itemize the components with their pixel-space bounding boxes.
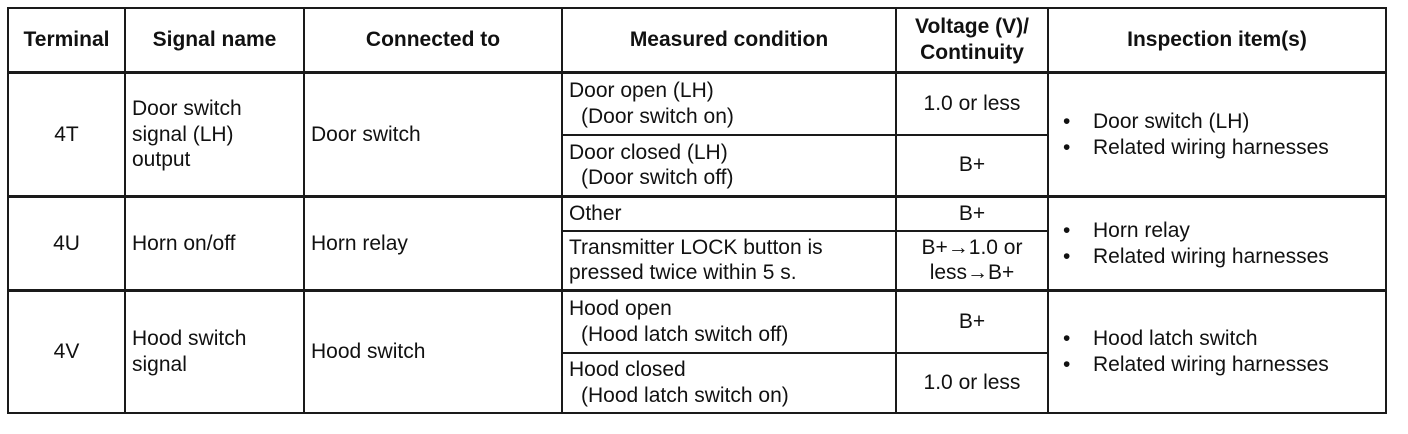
terminal-cell: 4V (8, 291, 125, 413)
inspection-cell (1048, 73, 1386, 197)
inspection-cell (1048, 291, 1386, 413)
condition-line: pressed twice within 5 s. (569, 261, 797, 285)
signal-name-cell (125, 291, 304, 413)
signal-name-line: Hood switch (132, 327, 247, 351)
inspection-item: • Door switch (LH) (1055, 109, 1379, 135)
voltage-line: B+→1.0 or (921, 235, 1023, 259)
header-inspection-items: Inspection item(s) (1048, 8, 1386, 73)
voltage-cell: 1.0 or less (896, 353, 1048, 413)
signal-name-cell (125, 197, 304, 291)
terminal-cell: 4U (8, 197, 125, 291)
terminal-cell: 4T (8, 73, 125, 197)
condition-subline: (Door switch off) (581, 166, 734, 190)
terminal-inspection-table (7, 7, 1387, 414)
condition-cell (562, 353, 896, 413)
signal-name-line: Door switch (132, 97, 242, 121)
signal-name-line: signal (LH) (132, 122, 234, 146)
header-voltage-line2: Continuity (920, 41, 1024, 64)
condition-subline: (Door switch on) (581, 104, 734, 128)
inspection-item: • Hood latch switch (1055, 326, 1379, 352)
inspection-item: • Related wiring harnesses (1055, 244, 1379, 270)
voltage-line: less→B+ (929, 261, 1015, 285)
table-row (8, 197, 1386, 231)
condition-subline: (Hood latch switch on) (581, 383, 789, 407)
condition-line: Other (569, 201, 622, 225)
condition-cell (562, 135, 896, 197)
signal-name-line: signal (132, 352, 187, 376)
inspection-item: • Related wiring harnesses (1055, 352, 1379, 378)
voltage-cell (896, 231, 1048, 291)
voltage-cell: B+ (896, 197, 1048, 231)
condition-line: Door closed (LH) (569, 140, 728, 164)
condition-line: Transmitter LOCK button is (569, 235, 823, 259)
table-row (8, 291, 1386, 353)
condition-line: Door open (LH) (569, 79, 714, 103)
header-voltage-line1: Voltage (V)/ (915, 15, 1029, 39)
header-row (8, 8, 1386, 73)
header-voltage (896, 8, 1048, 73)
condition-cell (562, 73, 896, 135)
condition-cell (562, 231, 896, 291)
inspection-item: • Horn relay (1055, 218, 1379, 244)
voltage-cell: B+ (896, 135, 1048, 197)
voltage-cell: B+ (896, 291, 1048, 353)
signal-name-line: Horn on/off (132, 231, 236, 255)
connected-to-cell: Door switch (304, 73, 562, 197)
condition-line: Hood open (569, 297, 672, 321)
header-signal-name: Signal name (125, 8, 304, 73)
header-connected-to: Connected to (304, 8, 562, 73)
inspection-cell (1048, 197, 1386, 291)
signal-name-cell (125, 73, 304, 197)
connected-to-cell: Hood switch (304, 291, 562, 413)
header-terminal: Terminal (8, 8, 125, 73)
connected-to-cell: Horn relay (304, 197, 562, 291)
condition-cell (562, 197, 896, 231)
inspection-item: • Related wiring harnesses (1055, 135, 1379, 161)
table-row (8, 73, 1386, 135)
condition-cell (562, 291, 896, 353)
header-measured-condition: Measured condition (562, 8, 896, 73)
condition-line: Hood closed (569, 357, 686, 381)
voltage-cell: 1.0 or less (896, 73, 1048, 135)
signal-name-line: output (132, 148, 191, 172)
condition-subline: (Hood latch switch off) (581, 322, 789, 346)
